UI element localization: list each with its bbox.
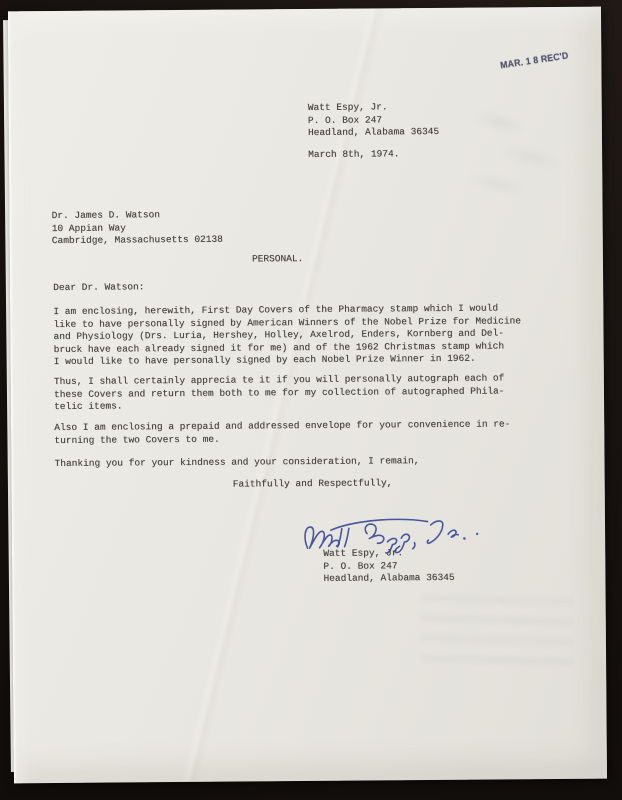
recipient-address: Dr. James D. Watson 10 Appian Way Cambridge, Massachusetts 02138 <box>51 209 223 247</box>
closing-line: Faithfully and Respectfully, <box>232 477 393 490</box>
sender-address: Watt Espy, Jr. P. O. Box 247 Headland, Alabama 36345 <box>307 101 440 138</box>
personal-label: PERSONAL. <box>251 253 304 265</box>
salutation: Dear Dr. Watson: <box>53 281 145 293</box>
bleedthrough-ghost-top <box>445 93 585 226</box>
body-paragraph-3: Also I am enclosing a prepaid and addressed envelope for your convenience in re- turning the two Covers to me. <box>54 418 511 446</box>
letter-paper <box>8 7 607 784</box>
typed-signature-block: Watt Espy, Jr. P. O. Box 247 Headland, Alabama 36345 <box>323 547 455 584</box>
body-paragraph-1: I am enclosing, herewith, First Day Covers of the Pharmacy stamp which I would like to have personally signed by American Winners of the Nobel Prize for Medicine and Physiology (Drs. Luria, Hershey, Holley, Axelrod, Enders, Kornberg and Del- bruck have each already signed it for me) and of the 1962 Christmas stamp which I would like to have personally signed by each Nobel Prize Winner in 1962. <box>53 302 521 367</box>
bleedthrough-ghost-bottom <box>420 587 574 665</box>
date-line: March 8th, 1974. <box>308 148 400 160</box>
received-date-stamp: MAR. 1 8 REC'D <box>499 50 570 72</box>
body-paragraph-4: Thanking you for your kindness and your consideration, I remain, <box>54 455 420 469</box>
body-paragraph-2: Thus, I shall certainly apprecia te it if you will personally autograph each of these Covers and return them both to me for my collection of autographed Phila- telic items. <box>53 372 505 412</box>
